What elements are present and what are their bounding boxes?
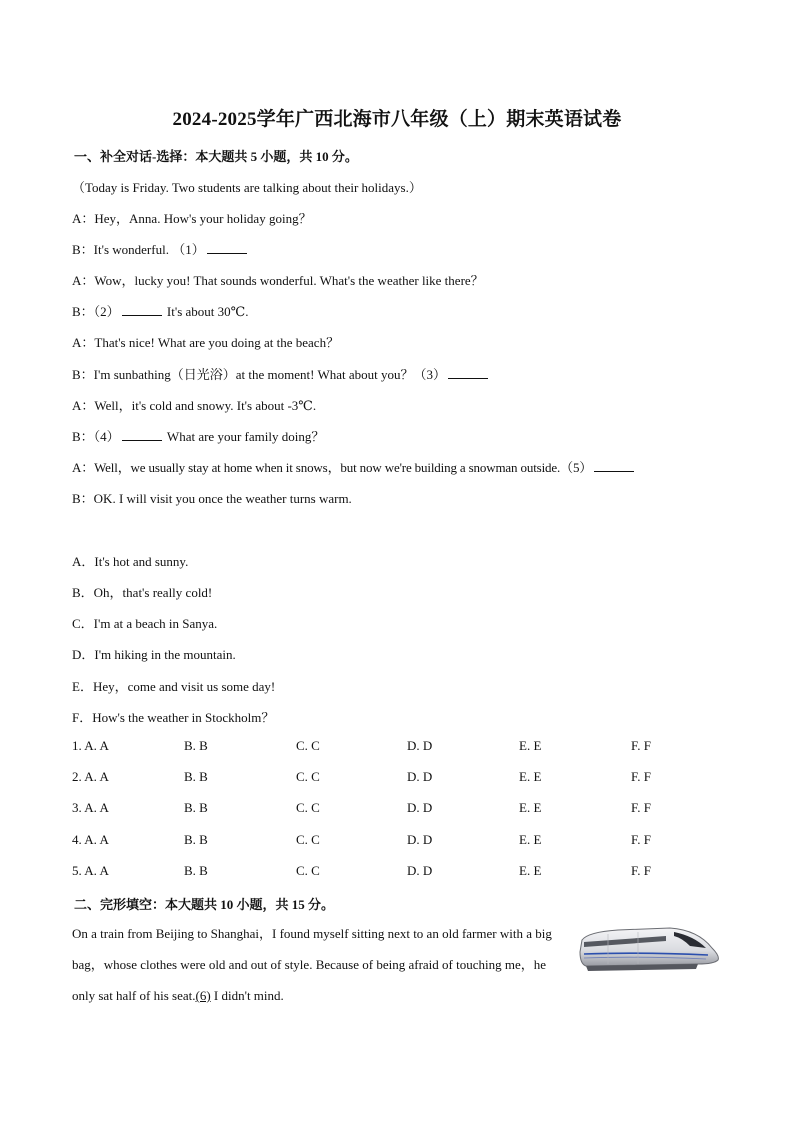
- dialogue-line: [72, 239, 249, 258]
- choice-f[interactable]: F. F: [631, 769, 651, 784]
- blank-6-marker[interactable]: (6): [195, 988, 211, 1003]
- dialogue-text: A：That's nice! What are you doing at the beach？: [72, 335, 340, 350]
- choice-c[interactable]: C. C: [296, 738, 320, 753]
- choice-e[interactable]: E. E: [519, 769, 542, 784]
- answer-blank-3[interactable]: [448, 368, 488, 379]
- dialogue-line: [72, 364, 490, 383]
- choice-c[interactable]: C. C: [296, 863, 320, 878]
- choice-a[interactable]: 3. A. A: [72, 800, 109, 815]
- dialogue-line: [72, 395, 316, 414]
- dialogue-line: [72, 270, 484, 289]
- choice-a[interactable]: 5. A. A: [72, 863, 109, 878]
- dialogue-text: A：Well，we usually stay at home when it snows，but now we're building a snowman outside.（5）: [72, 460, 593, 475]
- dialogue-text: A：Wow，lucky you! That sounds wonderful. What's the weather like there？: [72, 273, 484, 288]
- choice-c[interactable]: C. C: [296, 800, 320, 815]
- dialogue-text: B：OK. I will visit you once the weather turns warm.: [72, 491, 352, 506]
- cloze-passage: [72, 918, 566, 1011]
- choice-d[interactable]: D. D: [407, 800, 433, 815]
- option-b: B．Oh，that's really cold!: [72, 585, 213, 600]
- dialogue-text: What are your family doing？: [163, 429, 325, 444]
- choice-d[interactable]: D. D: [407, 769, 433, 784]
- answer-blank-2[interactable]: [122, 305, 162, 316]
- choice-d[interactable]: D. D: [407, 832, 433, 847]
- passage-text: On a train from Beijing to Shanghai，I found myself sitting next to an old farmer with a big bag，whose clothes were old and out of style. Because of being afraid of touching me，he only sat half of his seat.: [72, 926, 552, 1003]
- choice-b[interactable]: B. B: [184, 769, 208, 784]
- dialogue-text: A：Well，it's cold and snowy. It's about -3℃.: [72, 398, 317, 413]
- dialogue-text: B：（4）: [72, 429, 120, 444]
- choice-f[interactable]: F. F: [631, 863, 651, 878]
- dialogue-line: [72, 488, 352, 507]
- section1-heading: 一、补全对话-选择：本大题共 5 小题，共 10 分。: [74, 149, 358, 164]
- section2-heading: 二、完形填空：本大题共 10 小题，共 15 分。: [74, 897, 335, 912]
- answer-row-4: [72, 832, 712, 850]
- choice-b[interactable]: B. B: [184, 832, 208, 847]
- dialogue-line: [72, 457, 636, 476]
- choice-a[interactable]: 4. A. A: [72, 832, 109, 847]
- dialogue-line: [72, 426, 324, 445]
- answer-blank-4[interactable]: [122, 430, 162, 441]
- choice-b[interactable]: B. B: [184, 863, 208, 878]
- choice-c[interactable]: C. C: [296, 832, 320, 847]
- answer-row-1: [72, 738, 712, 756]
- answer-row-5: [72, 863, 712, 881]
- option-f: F．How's the weather in Stockholm？: [72, 710, 275, 725]
- dialogue-text: It's about 30℃.: [163, 304, 249, 319]
- choice-a[interactable]: 2. A. A: [72, 769, 109, 784]
- choice-a[interactable]: 1. A. A: [72, 738, 109, 753]
- choice-d[interactable]: D. D: [407, 863, 433, 878]
- dialogue-text: B：I'm sunbathing（日光浴）at the moment! What about you？（3）: [72, 367, 447, 382]
- page-title: 2024-2025学年广西北海市八年级（上）期末英语试卷: [172, 109, 622, 130]
- dialogue-text: A：Hey，Anna. How's your holiday going？: [72, 211, 312, 226]
- option-e: E．Hey，come and visit us some day!: [72, 679, 276, 694]
- choice-e[interactable]: E. E: [519, 800, 542, 815]
- dialogue-line: [72, 208, 312, 227]
- choice-e[interactable]: E. E: [519, 863, 542, 878]
- dialogue-text: B：It's wonderful. （1）: [72, 242, 205, 257]
- dialogue-text: B：（2）: [72, 304, 120, 319]
- choice-f[interactable]: F. F: [631, 832, 651, 847]
- dialogue-line: [72, 301, 248, 320]
- option-d: D．I'm hiking in the mountain.: [72, 647, 236, 662]
- choice-e[interactable]: E. E: [519, 738, 542, 753]
- option-c: C．I'm at a beach in Sanya.: [72, 616, 218, 631]
- answer-blank-1[interactable]: [207, 243, 247, 254]
- option-a: A．It's hot and sunny.: [72, 554, 189, 569]
- passage-text: I didn't mind.: [210, 988, 284, 1003]
- choice-b[interactable]: B. B: [184, 738, 208, 753]
- high-speed-train-icon: [578, 922, 722, 978]
- answer-row-2: [72, 769, 712, 787]
- answer-row-3: [72, 800, 712, 818]
- dialogue-intro: （Today is Friday. Two students are talking about their holidays.）: [72, 180, 422, 195]
- choice-b[interactable]: B. B: [184, 800, 208, 815]
- choice-d[interactable]: D. D: [407, 738, 433, 753]
- choice-e[interactable]: E. E: [519, 832, 542, 847]
- choice-f[interactable]: F. F: [631, 800, 651, 815]
- answer-blank-5[interactable]: [594, 461, 634, 472]
- choice-f[interactable]: F. F: [631, 738, 651, 753]
- dialogue-line: [72, 332, 339, 351]
- choice-c[interactable]: C. C: [296, 769, 320, 784]
